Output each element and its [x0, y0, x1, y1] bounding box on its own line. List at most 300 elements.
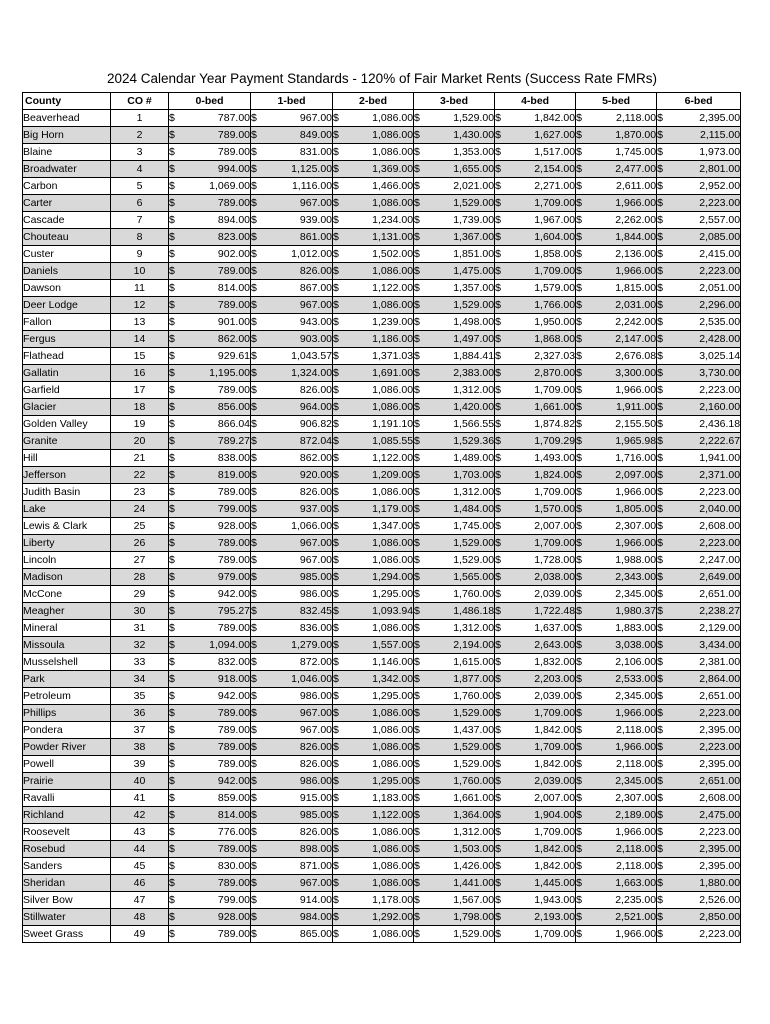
currency-symbol: $ [657, 807, 670, 824]
4-bed-amount-cell: 2,007.00 [508, 790, 576, 807]
4-bed-amount-cell: 2,039.00 [508, 773, 576, 790]
currency-symbol: $ [169, 518, 182, 535]
2-bed-amount-cell: 1,086.00 [346, 552, 414, 569]
1-bed-amount-cell: 967.00 [264, 705, 333, 722]
currency-symbol: $ [169, 637, 182, 654]
currency-symbol: $ [576, 841, 589, 858]
page-title: 2024 Calendar Year Payment Standards - 120% of Fair Market Rents (Success Rate FMRs) [107, 71, 657, 86]
currency-symbol: $ [169, 263, 182, 280]
table-row [23, 246, 741, 263]
4-bed-amount-cell: 1,493.00 [508, 450, 576, 467]
column-header-3-bed: 3-bed [414, 93, 495, 110]
table-row [23, 467, 741, 484]
5-bed-amount-cell: 1,966.00 [589, 382, 657, 399]
6-bed-amount-cell: 2,651.00 [670, 773, 741, 790]
currency-symbol: $ [576, 773, 589, 790]
currency-symbol: $ [576, 178, 589, 195]
1-bed-amount-cell: 967.00 [264, 195, 333, 212]
3-bed-amount-cell: 1,420.00 [427, 399, 495, 416]
table-row [23, 382, 741, 399]
5-bed-amount-cell: 2,477.00 [589, 161, 657, 178]
2-bed-amount-cell: 1,502.00 [346, 246, 414, 263]
county-name-cell: Fallon [23, 314, 111, 331]
currency-symbol: $ [576, 501, 589, 518]
currency-symbol: $ [495, 382, 508, 399]
county-number-cell: 8 [111, 229, 169, 246]
county-name-cell: Rosebud [23, 841, 111, 858]
currency-symbol: $ [657, 365, 670, 382]
currency-symbol: $ [495, 178, 508, 195]
6-bed-amount-cell: 2,223.00 [670, 195, 741, 212]
table-row [23, 297, 741, 314]
currency-symbol: $ [657, 263, 670, 280]
currency-symbol: $ [169, 586, 182, 603]
3-bed-amount-cell: 1,566.55 [427, 416, 495, 433]
currency-symbol: $ [414, 212, 427, 229]
3-bed-amount-cell: 1,437.00 [427, 722, 495, 739]
4-bed-amount-cell: 1,709.00 [508, 926, 576, 943]
county-name-cell: Deer Lodge [23, 297, 111, 314]
6-bed-amount-cell: 2,608.00 [670, 518, 741, 535]
currency-symbol: $ [414, 909, 427, 926]
2-bed-amount-cell: 1,086.00 [346, 399, 414, 416]
currency-symbol: $ [251, 603, 264, 620]
currency-symbol: $ [576, 484, 589, 501]
currency-symbol: $ [576, 195, 589, 212]
2-bed-amount-cell: 1,086.00 [346, 382, 414, 399]
county-number-cell: 6 [111, 195, 169, 212]
currency-symbol: $ [251, 229, 264, 246]
county-name-cell: Flathead [23, 348, 111, 365]
2-bed-amount-cell: 1,347.00 [346, 518, 414, 535]
3-bed-amount-cell: 1,312.00 [427, 824, 495, 841]
currency-symbol: $ [576, 382, 589, 399]
4-bed-amount-cell: 2,203.00 [508, 671, 576, 688]
currency-symbol: $ [576, 110, 589, 127]
currency-symbol: $ [576, 348, 589, 365]
currency-symbol: $ [333, 552, 346, 569]
1-bed-amount-cell: 872.04 [264, 433, 333, 450]
5-bed-amount-cell: 2,235.00 [589, 892, 657, 909]
currency-symbol: $ [414, 688, 427, 705]
3-bed-amount-cell: 1,441.00 [427, 875, 495, 892]
2-bed-amount-cell: 1,086.00 [346, 110, 414, 127]
currency-symbol: $ [333, 705, 346, 722]
currency-symbol: $ [251, 297, 264, 314]
1-bed-amount-cell: 967.00 [264, 722, 333, 739]
2-bed-amount-cell: 1,086.00 [346, 926, 414, 943]
2-bed-amount-cell: 1,131.00 [346, 229, 414, 246]
currency-symbol: $ [576, 246, 589, 263]
county-number-cell: 24 [111, 501, 169, 518]
county-number-cell: 38 [111, 739, 169, 756]
0-bed-amount-cell: 789.00 [182, 127, 251, 144]
6-bed-amount-cell: 2,223.00 [670, 926, 741, 943]
currency-symbol: $ [576, 688, 589, 705]
county-number-cell: 39 [111, 756, 169, 773]
currency-symbol: $ [333, 263, 346, 280]
2-bed-amount-cell: 1,466.00 [346, 178, 414, 195]
currency-symbol: $ [333, 246, 346, 263]
5-bed-amount-cell: 1,966.00 [589, 739, 657, 756]
6-bed-amount-cell: 2,223.00 [670, 382, 741, 399]
5-bed-amount-cell: 2,262.00 [589, 212, 657, 229]
currency-symbol: $ [495, 127, 508, 144]
currency-symbol: $ [333, 739, 346, 756]
county-name-cell: Madison [23, 569, 111, 586]
currency-symbol: $ [576, 705, 589, 722]
3-bed-amount-cell: 1,851.00 [427, 246, 495, 263]
3-bed-amount-cell: 1,529.36 [427, 433, 495, 450]
0-bed-amount-cell: 789.00 [182, 620, 251, 637]
currency-symbol: $ [333, 229, 346, 246]
county-name-cell: Stillwater [23, 909, 111, 926]
currency-symbol: $ [169, 552, 182, 569]
5-bed-amount-cell: 2,118.00 [589, 858, 657, 875]
0-bed-amount-cell: 942.00 [182, 586, 251, 603]
currency-symbol: $ [169, 161, 182, 178]
currency-symbol: $ [495, 841, 508, 858]
currency-symbol: $ [414, 756, 427, 773]
0-bed-amount-cell: 838.00 [182, 450, 251, 467]
3-bed-amount-cell: 1,760.00 [427, 688, 495, 705]
currency-symbol: $ [576, 722, 589, 739]
table-row [23, 756, 741, 773]
4-bed-amount-cell: 2,039.00 [508, 586, 576, 603]
0-bed-amount-cell: 862.00 [182, 331, 251, 348]
currency-symbol: $ [495, 535, 508, 552]
currency-symbol: $ [576, 909, 589, 926]
table-body [23, 110, 741, 943]
county-number-cell: 7 [111, 212, 169, 229]
0-bed-amount-cell: 979.00 [182, 569, 251, 586]
table-row [23, 518, 741, 535]
currency-symbol: $ [657, 875, 670, 892]
3-bed-amount-cell: 1,529.00 [427, 552, 495, 569]
5-bed-amount-cell: 2,307.00 [589, 518, 657, 535]
currency-symbol: $ [495, 416, 508, 433]
currency-symbol: $ [333, 110, 346, 127]
currency-symbol: $ [657, 433, 670, 450]
currency-symbol: $ [495, 518, 508, 535]
currency-symbol: $ [414, 926, 427, 943]
currency-symbol: $ [333, 926, 346, 943]
2-bed-amount-cell: 1,179.00 [346, 501, 414, 518]
5-bed-amount-cell: 3,300.00 [589, 365, 657, 382]
5-bed-amount-cell: 2,031.00 [589, 297, 657, 314]
currency-symbol: $ [251, 518, 264, 535]
2-bed-amount-cell: 1,085.55 [346, 433, 414, 450]
0-bed-amount-cell: 942.00 [182, 688, 251, 705]
currency-symbol: $ [251, 416, 264, 433]
6-bed-amount-cell: 2,651.00 [670, 586, 741, 603]
6-bed-amount-cell: 2,223.00 [670, 535, 741, 552]
currency-symbol: $ [251, 246, 264, 263]
table-row [23, 144, 741, 161]
currency-symbol: $ [333, 535, 346, 552]
0-bed-amount-cell: 799.00 [182, 892, 251, 909]
currency-symbol: $ [414, 399, 427, 416]
currency-symbol: $ [251, 178, 264, 195]
currency-symbol: $ [576, 756, 589, 773]
1-bed-amount-cell: 1,066.00 [264, 518, 333, 535]
currency-symbol: $ [495, 263, 508, 280]
1-bed-amount-cell: 906.82 [264, 416, 333, 433]
3-bed-amount-cell: 1,565.00 [427, 569, 495, 586]
currency-symbol: $ [576, 637, 589, 654]
currency-symbol: $ [657, 280, 670, 297]
2-bed-amount-cell: 1,295.00 [346, 688, 414, 705]
currency-symbol: $ [495, 773, 508, 790]
currency-symbol: $ [495, 297, 508, 314]
currency-symbol: $ [414, 535, 427, 552]
1-bed-amount-cell: 826.00 [264, 756, 333, 773]
6-bed-amount-cell: 2,129.00 [670, 620, 741, 637]
3-bed-amount-cell: 1,884.41 [427, 348, 495, 365]
5-bed-amount-cell: 2,345.00 [589, 688, 657, 705]
table-row [23, 552, 741, 569]
table-row [23, 637, 741, 654]
6-bed-amount-cell: 2,649.00 [670, 569, 741, 586]
4-bed-amount-cell: 1,604.00 [508, 229, 576, 246]
currency-symbol: $ [169, 926, 182, 943]
county-name-cell: Powell [23, 756, 111, 773]
1-bed-amount-cell: 986.00 [264, 586, 333, 603]
4-bed-amount-cell: 1,943.00 [508, 892, 576, 909]
6-bed-amount-cell: 2,395.00 [670, 722, 741, 739]
currency-symbol: $ [495, 807, 508, 824]
1-bed-amount-cell: 967.00 [264, 297, 333, 314]
currency-symbol: $ [414, 229, 427, 246]
currency-symbol: $ [251, 790, 264, 807]
county-number-cell: 29 [111, 586, 169, 603]
currency-symbol: $ [657, 297, 670, 314]
currency-symbol: $ [495, 620, 508, 637]
column-header-6-bed: 6-bed [657, 93, 741, 110]
4-bed-amount-cell: 1,722.48 [508, 603, 576, 620]
2-bed-amount-cell: 1,295.00 [346, 586, 414, 603]
currency-symbol: $ [333, 161, 346, 178]
currency-symbol: $ [576, 586, 589, 603]
table-row [23, 926, 741, 943]
currency-symbol: $ [576, 654, 589, 671]
table-row [23, 178, 741, 195]
currency-symbol: $ [251, 348, 264, 365]
5-bed-amount-cell: 1,870.00 [589, 127, 657, 144]
currency-symbol: $ [251, 858, 264, 875]
4-bed-amount-cell: 1,661.00 [508, 399, 576, 416]
county-number-cell: 26 [111, 535, 169, 552]
5-bed-amount-cell: 2,118.00 [589, 722, 657, 739]
currency-symbol: $ [251, 773, 264, 790]
county-number-cell: 33 [111, 654, 169, 671]
4-bed-amount-cell: 2,154.00 [508, 161, 576, 178]
1-bed-amount-cell: 939.00 [264, 212, 333, 229]
county-name-cell: Big Horn [23, 127, 111, 144]
0-bed-amount-cell: 918.00 [182, 671, 251, 688]
county-number-cell: 11 [111, 280, 169, 297]
table-row [23, 620, 741, 637]
currency-symbol: $ [414, 263, 427, 280]
county-name-cell: Chouteau [23, 229, 111, 246]
4-bed-amount-cell: 1,868.00 [508, 331, 576, 348]
0-bed-amount-cell: 789.00 [182, 144, 251, 161]
3-bed-amount-cell: 1,364.00 [427, 807, 495, 824]
4-bed-amount-cell: 2,038.00 [508, 569, 576, 586]
county-number-cell: 42 [111, 807, 169, 824]
currency-symbol: $ [169, 875, 182, 892]
1-bed-amount-cell: 836.00 [264, 620, 333, 637]
currency-symbol: $ [576, 331, 589, 348]
currency-symbol: $ [251, 195, 264, 212]
table-row [23, 841, 741, 858]
4-bed-amount-cell: 1,709.00 [508, 263, 576, 280]
currency-symbol: $ [251, 807, 264, 824]
county-name-cell: Sweet Grass [23, 926, 111, 943]
2-bed-amount-cell: 1,191.10 [346, 416, 414, 433]
column-header-1-bed: 1-bed [251, 93, 333, 110]
county-number-cell: 5 [111, 178, 169, 195]
table-row [23, 705, 741, 722]
6-bed-amount-cell: 2,247.00 [670, 552, 741, 569]
currency-symbol: $ [495, 467, 508, 484]
currency-symbol: $ [414, 467, 427, 484]
currency-symbol: $ [657, 178, 670, 195]
county-name-cell: McCone [23, 586, 111, 603]
currency-symbol: $ [657, 467, 670, 484]
6-bed-amount-cell: 3,434.00 [670, 637, 741, 654]
currency-symbol: $ [251, 705, 264, 722]
county-number-cell: 25 [111, 518, 169, 535]
2-bed-amount-cell: 1,086.00 [346, 127, 414, 144]
5-bed-amount-cell: 2,345.00 [589, 586, 657, 603]
currency-symbol: $ [414, 297, 427, 314]
1-bed-amount-cell: 984.00 [264, 909, 333, 926]
currency-symbol: $ [414, 705, 427, 722]
currency-symbol: $ [169, 212, 182, 229]
currency-symbol: $ [657, 246, 670, 263]
currency-symbol: $ [333, 824, 346, 841]
county-name-cell: Liberty [23, 535, 111, 552]
currency-symbol: $ [495, 824, 508, 841]
0-bed-amount-cell: 1,195.00 [182, 365, 251, 382]
county-name-cell: Park [23, 671, 111, 688]
currency-symbol: $ [495, 671, 508, 688]
2-bed-amount-cell: 1,086.00 [346, 756, 414, 773]
currency-symbol: $ [657, 739, 670, 756]
4-bed-amount-cell: 1,728.00 [508, 552, 576, 569]
currency-symbol: $ [333, 195, 346, 212]
currency-symbol: $ [657, 756, 670, 773]
0-bed-amount-cell: 814.00 [182, 280, 251, 297]
currency-symbol: $ [576, 399, 589, 416]
county-name-cell: Jefferson [23, 467, 111, 484]
county-name-cell: Carbon [23, 178, 111, 195]
6-bed-amount-cell: 2,223.00 [670, 263, 741, 280]
currency-symbol: $ [333, 144, 346, 161]
currency-symbol: $ [251, 127, 264, 144]
6-bed-amount-cell: 1,880.00 [670, 875, 741, 892]
2-bed-amount-cell: 1,086.00 [346, 858, 414, 875]
county-name-cell: Musselshell [23, 654, 111, 671]
table-row [23, 501, 741, 518]
0-bed-amount-cell: 942.00 [182, 773, 251, 790]
currency-symbol: $ [495, 603, 508, 620]
3-bed-amount-cell: 1,484.00 [427, 501, 495, 518]
2-bed-amount-cell: 1,086.00 [346, 195, 414, 212]
currency-symbol: $ [169, 620, 182, 637]
currency-symbol: $ [495, 790, 508, 807]
currency-symbol: $ [414, 416, 427, 433]
currency-symbol: $ [333, 773, 346, 790]
currency-symbol: $ [576, 858, 589, 875]
3-bed-amount-cell: 1,529.00 [427, 926, 495, 943]
currency-symbol: $ [251, 586, 264, 603]
1-bed-amount-cell: 831.00 [264, 144, 333, 161]
currency-symbol: $ [495, 909, 508, 926]
county-number-cell: 30 [111, 603, 169, 620]
currency-symbol: $ [251, 926, 264, 943]
4-bed-amount-cell: 2,271.00 [508, 178, 576, 195]
currency-symbol: $ [576, 518, 589, 535]
0-bed-amount-cell: 929.61 [182, 348, 251, 365]
currency-symbol: $ [495, 161, 508, 178]
1-bed-amount-cell: 826.00 [264, 824, 333, 841]
6-bed-amount-cell: 2,436.18 [670, 416, 741, 433]
6-bed-amount-cell: 1,941.00 [670, 450, 741, 467]
3-bed-amount-cell: 1,798.00 [427, 909, 495, 926]
3-bed-amount-cell: 1,615.00 [427, 654, 495, 671]
4-bed-amount-cell: 1,637.00 [508, 620, 576, 637]
currency-symbol: $ [576, 467, 589, 484]
currency-symbol: $ [657, 892, 670, 909]
currency-symbol: $ [495, 144, 508, 161]
currency-symbol: $ [495, 858, 508, 875]
6-bed-amount-cell: 2,415.00 [670, 246, 741, 263]
payment-standards-table [22, 92, 741, 943]
1-bed-amount-cell: 915.00 [264, 790, 333, 807]
currency-symbol: $ [495, 433, 508, 450]
currency-symbol: $ [169, 603, 182, 620]
currency-symbol: $ [333, 297, 346, 314]
table-row [23, 535, 741, 552]
3-bed-amount-cell: 1,745.00 [427, 518, 495, 535]
currency-symbol: $ [657, 195, 670, 212]
currency-symbol: $ [251, 654, 264, 671]
column-header-5-bed: 5-bed [576, 93, 657, 110]
currency-symbol: $ [414, 637, 427, 654]
currency-symbol: $ [414, 569, 427, 586]
currency-symbol: $ [576, 212, 589, 229]
currency-symbol: $ [333, 756, 346, 773]
3-bed-amount-cell: 1,312.00 [427, 484, 495, 501]
table-row [23, 433, 741, 450]
2-bed-amount-cell: 1,292.00 [346, 909, 414, 926]
6-bed-amount-cell: 2,475.00 [670, 807, 741, 824]
currency-symbol: $ [414, 858, 427, 875]
currency-symbol: $ [333, 722, 346, 739]
2-bed-amount-cell: 1,146.00 [346, 654, 414, 671]
county-number-cell: 32 [111, 637, 169, 654]
currency-symbol: $ [657, 569, 670, 586]
1-bed-amount-cell: 867.00 [264, 280, 333, 297]
county-name-cell: Glacier [23, 399, 111, 416]
4-bed-amount-cell: 1,832.00 [508, 654, 576, 671]
currency-symbol: $ [251, 331, 264, 348]
3-bed-amount-cell: 1,426.00 [427, 858, 495, 875]
6-bed-amount-cell: 2,526.00 [670, 892, 741, 909]
county-number-cell: 37 [111, 722, 169, 739]
